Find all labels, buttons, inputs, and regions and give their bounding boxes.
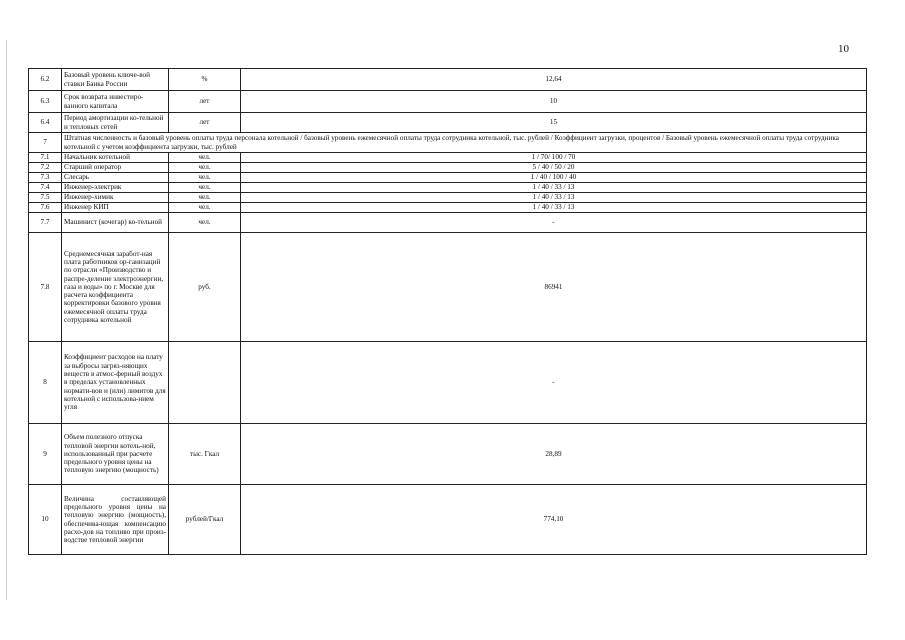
row-number: 7.5 (29, 193, 62, 203)
row-value: 1 / 70/ 100 / 70 (241, 153, 867, 163)
row-number: 7.8 (29, 233, 62, 342)
row-value: - (241, 342, 867, 424)
row-unit: чел. (169, 183, 241, 193)
row-unit: % (169, 69, 241, 91)
row-value: 1 / 40 / 33 / 13 (241, 203, 867, 213)
row-name: Срок возврата инвестиро-ванного капитала (62, 91, 169, 113)
row-name: Объем полезного отпуска тепловой энергии котель-ной, использованный при расчете предельного уровня цены на тепловую энергию (мощность) (62, 424, 169, 485)
row-unit: чел. (169, 163, 241, 173)
row-unit: чел. (169, 153, 241, 163)
row-value: 5 / 40 / 50 / 20 (241, 163, 867, 173)
row-number: 7.3 (29, 173, 62, 183)
row-name: Инженер-химик (62, 193, 169, 203)
table-row (29, 153, 867, 163)
table-row (29, 193, 867, 203)
row-value: 1 / 40 / 100 / 40 (241, 173, 867, 183)
row-value: 1 / 40 / 33 / 13 (241, 193, 867, 203)
row-number: 6.2 (29, 69, 62, 91)
row-name: Период амортизации ко-тельной и тепловых сетей (62, 113, 169, 133)
row-name: Коэффициент расходов на плату за выбросы загряз-няющих веществ в атмос-ферный воздух в пределах установленных нормати-вов и (или) лимитов для котельной с использова-нием угля (62, 342, 169, 424)
table-row (29, 233, 867, 342)
row-number: 7.6 (29, 203, 62, 213)
row-number: 7.2 (29, 163, 62, 173)
row-number: 7 (29, 133, 62, 153)
row-value: 1 / 40 / 33 / 13 (241, 183, 867, 193)
table-row (29, 424, 867, 485)
row-value: - (241, 213, 867, 233)
row-value: 12,64 (241, 69, 867, 91)
row-unit: руб. (169, 233, 241, 342)
row-unit: тыс. Гкал (169, 424, 241, 485)
row-unit: чел. (169, 203, 241, 213)
table-row (29, 91, 867, 113)
row-name: Старший оператор (62, 163, 169, 173)
row-name: Машинист (кочегар) ко-тельной (62, 213, 169, 233)
row-number: 10 (29, 485, 62, 555)
row-number: 7.1 (29, 153, 62, 163)
page-number: 10 (838, 43, 849, 55)
table-row (29, 485, 867, 555)
row-number: 7.7 (29, 213, 62, 233)
table-row (29, 213, 867, 233)
table-row (29, 173, 867, 183)
row-name: Начальник котельной (62, 153, 169, 163)
row-number: 6.3 (29, 91, 62, 113)
row-unit: чел. (169, 213, 241, 233)
row-name: Инженер-электрик (62, 183, 169, 193)
row-value: 86941 (241, 233, 867, 342)
table-row (29, 113, 867, 133)
page-margin-line (6, 40, 7, 600)
row-number: 6.4 (29, 113, 62, 133)
row-unit: лет (169, 113, 241, 133)
row-value: 774,10 (241, 485, 867, 555)
row-name: Слесарь (62, 173, 169, 183)
row-value: 10 (241, 91, 867, 113)
table-row (29, 342, 867, 424)
section-heading: Штатная численность и базовый уровень оплаты труда персонала котельной / базовый уровень ежемесячной оплаты труда сотрудника котельной, тыс. рублей / Коэффициент загрузки, процентов / Базовый уровень ежемесячной оплаты труда сотрудника котельной с учетом коэффициента загрузки, тыс. рублей (62, 133, 867, 153)
row-number: 9 (29, 424, 62, 485)
row-name: Инженер КИП (62, 203, 169, 213)
parameters-table (28, 68, 867, 555)
table-row (29, 69, 867, 91)
row-unit (169, 342, 241, 424)
row-number: 8 (29, 342, 62, 424)
row-name: Величина составляющей предельного уровня цены на тепловую энергию (мощность), обеспечива-ющая компенсацию расхо-дов на топливо при произ-водстве тепловой энергии (62, 485, 169, 555)
table-row (29, 163, 867, 173)
row-unit: лет (169, 91, 241, 113)
row-name: Базовый уровень ключе-вой ставки Банка России (62, 69, 169, 91)
table-row (29, 183, 867, 193)
row-number: 7.4 (29, 183, 62, 193)
table-row (29, 203, 867, 213)
row-unit: чел. (169, 173, 241, 183)
table-row (29, 133, 867, 153)
row-value: 15 (241, 113, 867, 133)
row-unit: чел. (169, 193, 241, 203)
row-name: Среднемесячная заработ-ная плата работников ор-ганизаций по отрасли «Производство и распре-деление электроэнергии, газа и воды» по г. Москве для расчета коэффициента корректировки базового уровня ежемесячной оплаты труда сотрудника котельной (62, 233, 169, 342)
row-unit: рублей/Гкал (169, 485, 241, 555)
row-value: 28,89 (241, 424, 867, 485)
